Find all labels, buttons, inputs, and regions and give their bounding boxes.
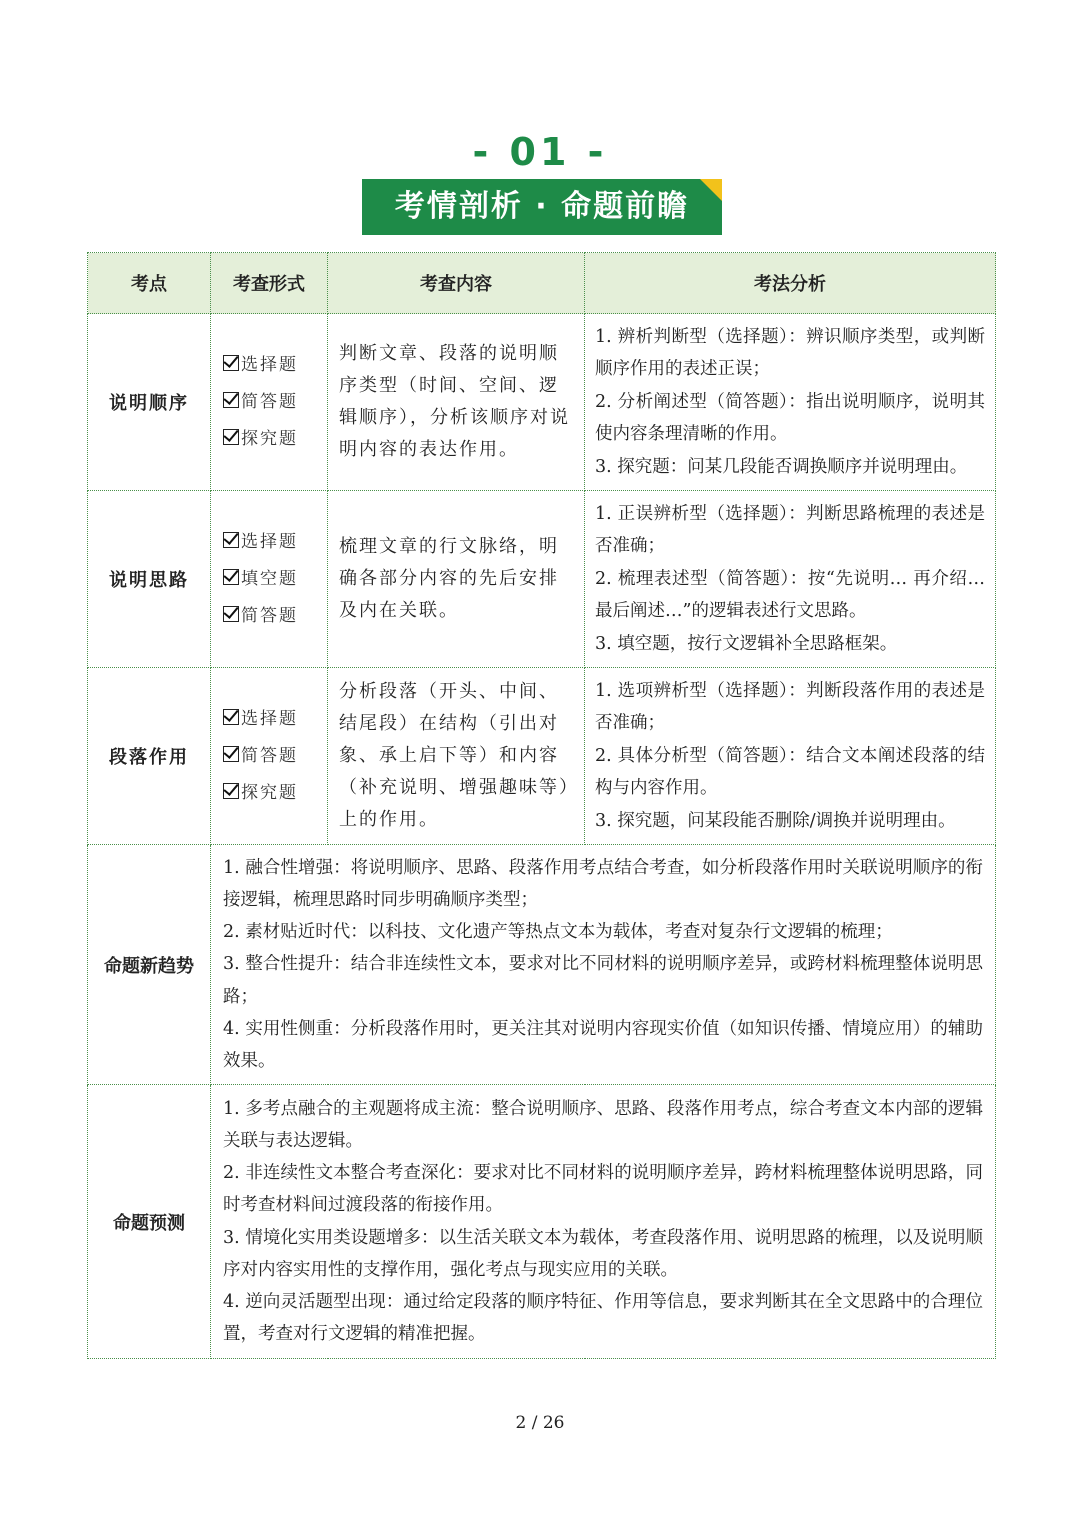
checkbox-checked-icon: [223, 429, 239, 445]
form-item: 选择题: [223, 701, 326, 738]
analysis-cell: [585, 314, 996, 491]
form-item: 简答题: [223, 738, 326, 775]
checkbox-checked-icon: [223, 709, 239, 725]
checkbox-checked-icon: [223, 606, 239, 622]
analysis-item: 2. 梳理表述型（简答题）：按“先说明… 再介绍… 最后阐述…”的逻辑表述行文思路。: [595, 568, 985, 622]
content-cell: 梳理文章的行文脉络，明确各部分内容的先后安排及内在关联。: [328, 491, 585, 668]
page-number: 2 / 26: [515, 1413, 565, 1433]
trend-item: 4. 实用性侧重：分析段落作用时，更关注其对说明内容现实价值（如知识传播、情境应用）的辅助效果。: [223, 1018, 983, 1071]
form-item: 简答题: [223, 384, 326, 421]
table-header-row: [88, 253, 996, 314]
forms-cell: [211, 491, 328, 668]
forms-cell: [211, 668, 328, 845]
analysis-item: 3. 探究题，问某段能否删除/调换并说明理由。: [595, 810, 956, 831]
analysis-item: 1. 选项辨析型（选择题）：判断段落作用的表述是否准确；: [595, 680, 985, 734]
banner-corner-decoration: [700, 179, 722, 201]
header-cell-content: 考查内容: [328, 253, 585, 314]
prediction-title-cell: 命题预测: [88, 1085, 211, 1359]
analysis-item: 3. 填空题，按行文逻辑补全思路框架。: [595, 633, 898, 654]
analysis-item: 3. 探究题：问某几段能否调换顺序并说明理由。: [595, 456, 968, 477]
checkbox-checked-icon: [223, 569, 239, 585]
checkbox-checked-icon: [223, 392, 239, 408]
header-cell-analysis: 考法分析: [585, 253, 996, 314]
trends-content-cell: [211, 845, 996, 1085]
analysis-item: 2. 分析阐述型（简答题）：指出说明顺序，说明其使内容条理清晰的作用。: [595, 391, 985, 445]
topic-cell: 说明思路: [88, 491, 211, 668]
topic-cell: 说明顺序: [88, 314, 211, 491]
table-row: [88, 314, 996, 491]
checkbox-checked-icon: [223, 746, 239, 762]
prediction-item: 1. 多考点融合的主观题将成主流：整合说明顺序、思路、段落作用考点，综合考查文本内部的逻辑关联与表达逻辑。: [223, 1098, 983, 1151]
form-item: 选择题: [223, 524, 326, 561]
table-row: [88, 491, 996, 668]
form-item: 探究题: [223, 775, 326, 812]
checkbox-checked-icon: [223, 783, 239, 799]
header-cell-topic: 考点: [88, 253, 211, 314]
form-item: 探究题: [223, 421, 326, 458]
trend-item: 3. 整合性提升：结合非连续性文本，要求对比不同材料的说明顺序差异，或跨材料梳理整体说明思路；: [223, 954, 983, 1007]
prediction-content-cell: [211, 1085, 996, 1359]
trend-item: 2. 素材贴近时代：以科技、文化遗产等热点文本为载体，考查对复杂行文逻辑的梳理；: [223, 922, 893, 943]
form-item: 简答题: [223, 598, 326, 635]
analysis-item: 1. 辨析判断型（选择题）：辨识顺序类型，或判断顺序作用的表述正误；: [595, 326, 985, 380]
trend-item: 1. 融合性增强：将说明顺序、思路、段落作用考点结合考查，如分析段落作用时关联说明顺序的衔接逻辑，梳理思路时同步明确顺序类型；: [223, 857, 983, 910]
prediction-row: [88, 1085, 996, 1359]
checkbox-checked-icon: [223, 532, 239, 548]
form-item: 选择题: [223, 347, 326, 384]
trends-row: [88, 845, 996, 1085]
prediction-item: 4. 逆向灵活题型出现：通过给定段落的顺序特征、作用等信息，要求判断其在全文思路中的合理位置，考查对行文逻辑的精准把握。: [223, 1291, 983, 1345]
prediction-item: 2. 非连续性文本整合考查深化：要求对比不同材料的说明顺序差异，跨材料梳理整体说明思路，同时考查材料间过渡段落的衔接作用。: [223, 1163, 983, 1216]
content-cell: 分析段落（开头、中间、结尾段）在结构（引出对象、承上启下等）和内容（补充说明、增强趣味等）上的作用。: [328, 668, 585, 845]
prediction-item: 3. 情境化实用类设题增多：以生活关联文本为载体，考查段落作用、说明思路的梳理，以及说明顺序对内容实用性的支撑作用，强化考点与现实应用的关联。: [223, 1227, 983, 1280]
header-cell-form: 考查形式: [211, 253, 328, 314]
content-cell: 判断文章、段落的说明顺序类型（时间、空间、逻辑顺序），分析该顺序对说明内容的表达作用。: [328, 314, 585, 491]
analysis-cell: [585, 491, 996, 668]
section-banner: 考情剖析 · 命题前瞻: [362, 179, 722, 235]
exam-analysis-table: [87, 252, 996, 1359]
section-number: - 01 -: [472, 130, 608, 174]
forms-cell: [211, 314, 328, 491]
table-row: [88, 668, 996, 845]
trends-title-cell: 命题新趋势: [88, 845, 211, 1085]
form-item: 填空题: [223, 561, 326, 598]
analysis-cell: [585, 668, 996, 845]
analysis-item: 1. 正误辨析型（选择题）：判断思路梳理的表述是否准确；: [595, 503, 985, 557]
topic-cell: 段落作用: [88, 668, 211, 845]
analysis-item: 2. 具体分析型（简答题）：结合文本阐述段落的结构与内容作用。: [595, 745, 985, 799]
checkbox-checked-icon: [223, 355, 239, 371]
